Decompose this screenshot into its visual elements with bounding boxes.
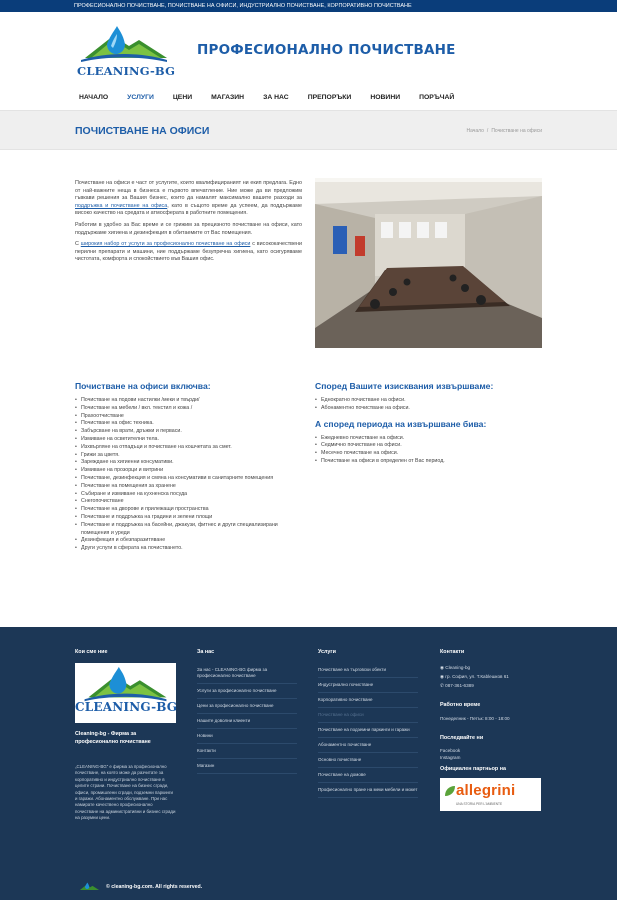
contact-address (440, 672, 541, 681)
period-heading: А според периода на извършване бива: (315, 418, 487, 429)
office-maintenance-link[interactable]: поддръжка и почистване на офиса (75, 202, 168, 209)
phone-icon: ✆ (440, 683, 446, 688)
footer-who-title: Cleaning-bg - Фирма за професионално почистване (75, 731, 151, 745)
partner-name: allegrini (456, 782, 516, 799)
list-item: • Почистване на дворове и прилежащи пространства (75, 506, 305, 514)
facebook-link[interactable]: Facebook (440, 748, 461, 753)
footer-col-who (75, 649, 176, 822)
footer-who-text: „CLEANING-BG“ е фирма за професионално почистване, на която може да разчитате за корпоративно и индустриално почистване в целите страни. Почистване на бизнес сгради, офиси, промишлени сгради, подземни паркинги и гаражи. Абонаментно обслужване. При нас намирате качествено професионално почистване на административни и бизнес сгради на разумни цени. (75, 764, 176, 821)
partner-tagline: UNA STORIA PER L'AMBIENTE (456, 802, 503, 806)
list-item: • Зареждане на хигиенни консумативи. (75, 459, 305, 467)
intro-paragraph-2: Работим в удобно за Вас време и се грижим за прецизното почистване на офиси, като поддържаме хигиена и дезинфекция в обитаемите от Вас помещения. (75, 221, 302, 236)
footer-logo-graphic-icon (75, 665, 176, 705)
list-item: • Други услуги в сферата на почистването. (75, 545, 305, 553)
site-logo[interactable] (77, 24, 176, 80)
list-item: • Ежедневно почистване на офиси. (315, 435, 545, 443)
footer-link[interactable]: Услуги за професионално почистване (197, 684, 297, 699)
partner-leaf-icon (443, 784, 457, 798)
list-item: • Почистване и поддръжка на градини и зелени площи (75, 514, 305, 522)
contact-phone[interactable] (440, 681, 541, 690)
working-hours: Понеделник - Петък: 8:00 - 18:00 (440, 716, 510, 721)
list-item: • Седмично почистване на офиси. (315, 442, 545, 450)
contact-address-text: гр. София, ул. Т.Кableшков 61 (445, 674, 509, 679)
list-item: • Почистване на помещения за хранене (75, 483, 305, 491)
nav-item-order[interactable]: ПОРЪЧАЙ (419, 94, 455, 101)
list-item: • Снегопочистване (75, 498, 305, 506)
site-header (0, 12, 617, 110)
intro-p3-text-end: с висококачествени перилни препарати и машини, ние поддържаме безупречна хигиена, като осигуряваме чистотата, комфорта и спокойствието във Вашия офис. (75, 241, 302, 263)
nav-item-home[interactable]: НАЧАЛО (79, 94, 109, 101)
list-item: • Почистване и поддръжка на басейни, джакузи, фитнес и други специализирани помещения и уреди (75, 522, 305, 538)
site-title: ПРОФЕСИОНАЛНО ПОЧИСТВАНЕ (197, 42, 456, 58)
intro-text (75, 180, 302, 268)
office-photo (315, 178, 542, 348)
list-item: • Почистване, дезинфекция и смяна на консумативи в санитарните помещения (75, 475, 305, 483)
footer-services-links (318, 663, 418, 798)
period-list (315, 435, 545, 466)
footer-col-services (318, 649, 418, 798)
location-pin-icon: ◉ (440, 674, 446, 679)
list-item: • Забърсване на врати, дръжки и перваси. (75, 428, 305, 436)
footer-link-current[interactable]: Почистване на офиси (318, 708, 418, 723)
footer-link[interactable]: Основно почистване (318, 753, 418, 768)
footer-link[interactable]: Абонаментно почистване (318, 738, 418, 753)
breadcrumb-current: Почистване на офиси (491, 128, 542, 134)
page-title: ПОЧИСТВАНЕ НА ОФИСИ (75, 125, 210, 137)
hours-heading: Работно време (440, 702, 481, 708)
includes-list (75, 397, 305, 553)
nav-item-shop[interactable]: МАГАЗИН (211, 94, 245, 101)
logo-graphic-icon (77, 24, 171, 66)
footer-contacts-heading: Контакти (440, 649, 465, 655)
list-item: • Дезинфекция и обезпаразитяване (75, 537, 305, 545)
contact-company-text: Cleaning-bg (445, 665, 471, 670)
main-nav (74, 92, 468, 112)
footer-about-links (197, 663, 297, 774)
footer-services-heading: Услуги (318, 649, 336, 655)
follow-heading: Последвайте ни (440, 735, 484, 741)
list-item: • Абонаментно почистване на офиси. (315, 405, 545, 413)
intro-p1-text-end: , като в същото време да успеем, да поддържаме високо качество на средата и атмосферата в работните помещения. (75, 202, 302, 217)
footer-link[interactable]: Почистване на търговски обекти (318, 663, 418, 678)
footer-link[interactable]: Почистване на подземни паркинги и гаражи (318, 723, 418, 738)
nav-item-about[interactable]: ЗА НАС (263, 94, 289, 101)
footer-who-heading: Кои сме ние (75, 649, 108, 655)
list-item: • Прахоотчистване (75, 413, 305, 421)
includes-section (75, 381, 305, 553)
nav-item-news[interactable]: НОВИНИ (370, 94, 401, 101)
nav-item-testimonials[interactable]: ПРЕПОРЪКИ (307, 94, 352, 101)
contact-phone-text: 087-361-6389 (445, 683, 474, 688)
footer-about-heading: За нас (197, 649, 215, 655)
list-item: • Месечно почистване на офиси. (315, 450, 545, 458)
breadcrumb (467, 128, 543, 134)
list-item: • Почистване на мебели / вкл. текстил и кожа / (75, 405, 305, 413)
requirements-heading: Според Вашите изисквания извършваме: (315, 381, 494, 391)
footer-link[interactable]: Магазин (197, 759, 297, 774)
list-item: • Събиране и измиване на кухненска посуда (75, 491, 305, 499)
footer-bottom (78, 881, 202, 893)
includes-heading: Почистване на офиси включва: (75, 381, 211, 391)
footer-col-contacts (440, 649, 541, 811)
nav-item-services[interactable]: УСЛУГИ (122, 92, 154, 112)
footer-logo[interactable] (75, 663, 176, 723)
list-item: • Еднократно почистване на офиси. (315, 397, 545, 405)
footer-link[interactable]: Новини (197, 729, 297, 744)
intro-p1-text: Почистване на офиси е част от услугите, които квалифицираният ни екип предлага. Едно от най-важните неща в бизнеса е първото впечатление. Ние може да ви предложим гъвкави решения за Вашия бизнес, които да намалят максимално вашите разходи за (75, 180, 302, 202)
footer-link[interactable]: Почистване на домове (318, 768, 418, 783)
location-pin-icon: ◉ (440, 665, 446, 670)
office-image (315, 178, 542, 348)
list-item: • Измиване на осветителни тела. (75, 436, 305, 444)
intro-p3-text: С (75, 241, 81, 248)
requirements-section (315, 381, 545, 466)
list-item: • Почистване на подови настилки /меки и твърди/ (75, 397, 305, 405)
page-title-bar (0, 110, 617, 150)
top-bar-text: ПРОФЕСИОНАЛНО ПОЧИСТВАНЕ, ПОЧИСТВАНЕ НА ОФИСИ, ИНДУСТРИАЛНО ПОЧИСТВАНЕ, КОРПОРАТИВНО ПОЧИСТВАНЕ (74, 3, 412, 9)
footer-link[interactable]: Контакти (197, 744, 297, 759)
footer-link[interactable]: Индустриално почистване (318, 678, 418, 693)
list-item: • Измиване на прозорци и витрини (75, 467, 305, 475)
footer-link[interactable]: Професионално пране на меки мебели и мокет (318, 783, 418, 798)
list-item: • Почистване на офис техника. (75, 420, 305, 428)
list-item: • Грижи за цветя. (75, 452, 305, 460)
breadcrumb-separator: / (486, 128, 489, 134)
site-footer (0, 627, 617, 900)
list-item: • Почистване на офиси в определен от Вас период. (315, 458, 545, 466)
requirements-list (315, 397, 545, 413)
intro-paragraph-3 (75, 241, 302, 264)
services-range-link[interactable]: широкия набор от услуги за професионално почистване на офиси (80, 241, 251, 248)
list-item: • Изхвърляне на отпадъци и почистване на кошчетата за смет. (75, 444, 305, 452)
contact-company (440, 663, 541, 672)
footer-link[interactable]: Цени за професионално почистване (197, 699, 297, 714)
footer-link[interactable]: Нашите доволни клиенти (197, 714, 297, 729)
intro-paragraph-1 (75, 180, 302, 218)
copyright: © cleaning-bg.com. All rights reserved. (106, 884, 203, 890)
partner-heading: Официален партньор на (440, 766, 506, 772)
footer-link[interactable]: Корпоративно почистване (318, 693, 418, 708)
breadcrumb-home[interactable]: Начало (466, 128, 484, 134)
footer-logo-text: CLEANING-BG (75, 700, 178, 714)
footer-mini-logo-icon (78, 882, 100, 892)
partner-logo[interactable] (440, 778, 541, 811)
nav-item-prices[interactable]: ЦЕНИ (172, 94, 193, 101)
top-bar (0, 0, 617, 12)
footer-col-about (197, 649, 297, 774)
footer-link[interactable]: За нас - CLEANING-BG фирма за професионално почистване (197, 663, 297, 684)
logo-text: CLEANING-BG (77, 64, 176, 78)
instagram-link[interactable]: Instagram (440, 755, 461, 760)
